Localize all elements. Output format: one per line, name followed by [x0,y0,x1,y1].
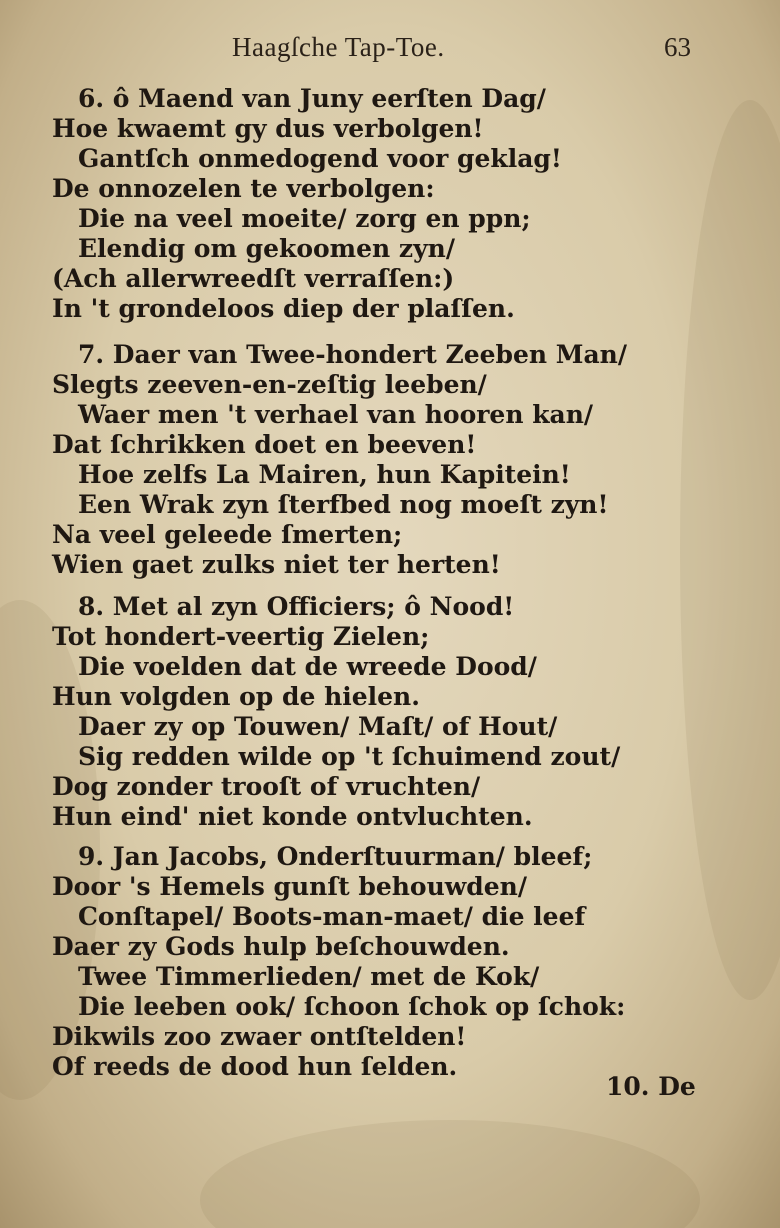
verse-line: Hun eind' niet konde ontvluchten. [52,802,533,831]
verse-line: Hoe kwaemt gy dus verbolgen! [52,114,484,143]
verse-line: 8. Met al zyn Officiers; ô Nood! [78,592,515,621]
verse-line: In 't grondeloos diep der plaſſen. [52,294,515,323]
verse-line: Dat ſchrikken doet en beeven! [52,430,477,459]
verse-line: Door 's Hemels gunſt behouwden/ [52,872,527,901]
verse-line: Tot hondert-veertig Zielen; [52,622,430,651]
verse-line: Hun volgden op de hielen. [52,682,420,711]
verse-line: Na veel geleede ſmerten; [52,520,403,549]
verse-line: Daer zy op Touwen/ Maſt/ of Hout/ [78,712,558,741]
catchword: 10. De [606,1072,696,1101]
verse-line: Die na veel moeite/ zorg en ppn; [78,204,531,233]
verse-line: Sig redden wilde op 't ſchuimend zout/ [78,742,621,771]
verse-line: 7. Daer van Twee-hondert Zeeben Man/ [78,340,627,369]
verse-line: Dikwils zoo zwaer ontſtelden! [52,1022,467,1051]
verse-line: Hoe zelfs La Mairen, hun Kapitein! [78,460,571,489]
verse-line: (Ach allerwreedſt verraſſen:) [52,264,455,293]
verse-line: 9. Jan Jacobs, Onderſtuurman/ bleef; [78,842,593,871]
verse-line: De onnozelen te verbolgen: [52,174,435,203]
verse-line: Een Wrak zyn ſterfbed nog moeſt zyn! [78,490,609,519]
verse-line: Die leeben ook/ ſchoon ſchok op ſchok: [78,992,626,1021]
page-number: 63 [664,32,691,62]
running-header: Haagſche Tap-Toe. [232,32,445,62]
paper-stain [200,1120,700,1228]
verse-line: Twee Timmerlieden/ met de Kok/ [78,962,540,991]
verse-line: Die voelden dat de wreede Dood/ [78,652,537,681]
verse-line: Of reeds de dood hun ſelden. [52,1052,458,1081]
verse-line: 6. ô Maend van Juny eerſten Dag/ [78,84,546,113]
verse-line: Gantſch onmedogend voor geklag! [78,144,562,173]
verse-line: Dog zonder trooſt of vruchten/ [52,772,481,801]
verse-line: Slegts zeeven-en-zeſtig leeben/ [52,370,487,399]
verse-line: Elendig om gekoomen zyn/ [78,234,455,263]
verse-line: Daer zy Gods hulp beſchouwden. [52,932,510,961]
verse-line: Conſtapel/ Boots-man-maet/ die leef [78,902,586,931]
verse-line: Wien gaet zulks niet ter herten! [52,550,501,579]
verse-line: Waer men 't verhael van hooren kan/ [78,400,594,429]
paper-stain [680,100,780,1000]
